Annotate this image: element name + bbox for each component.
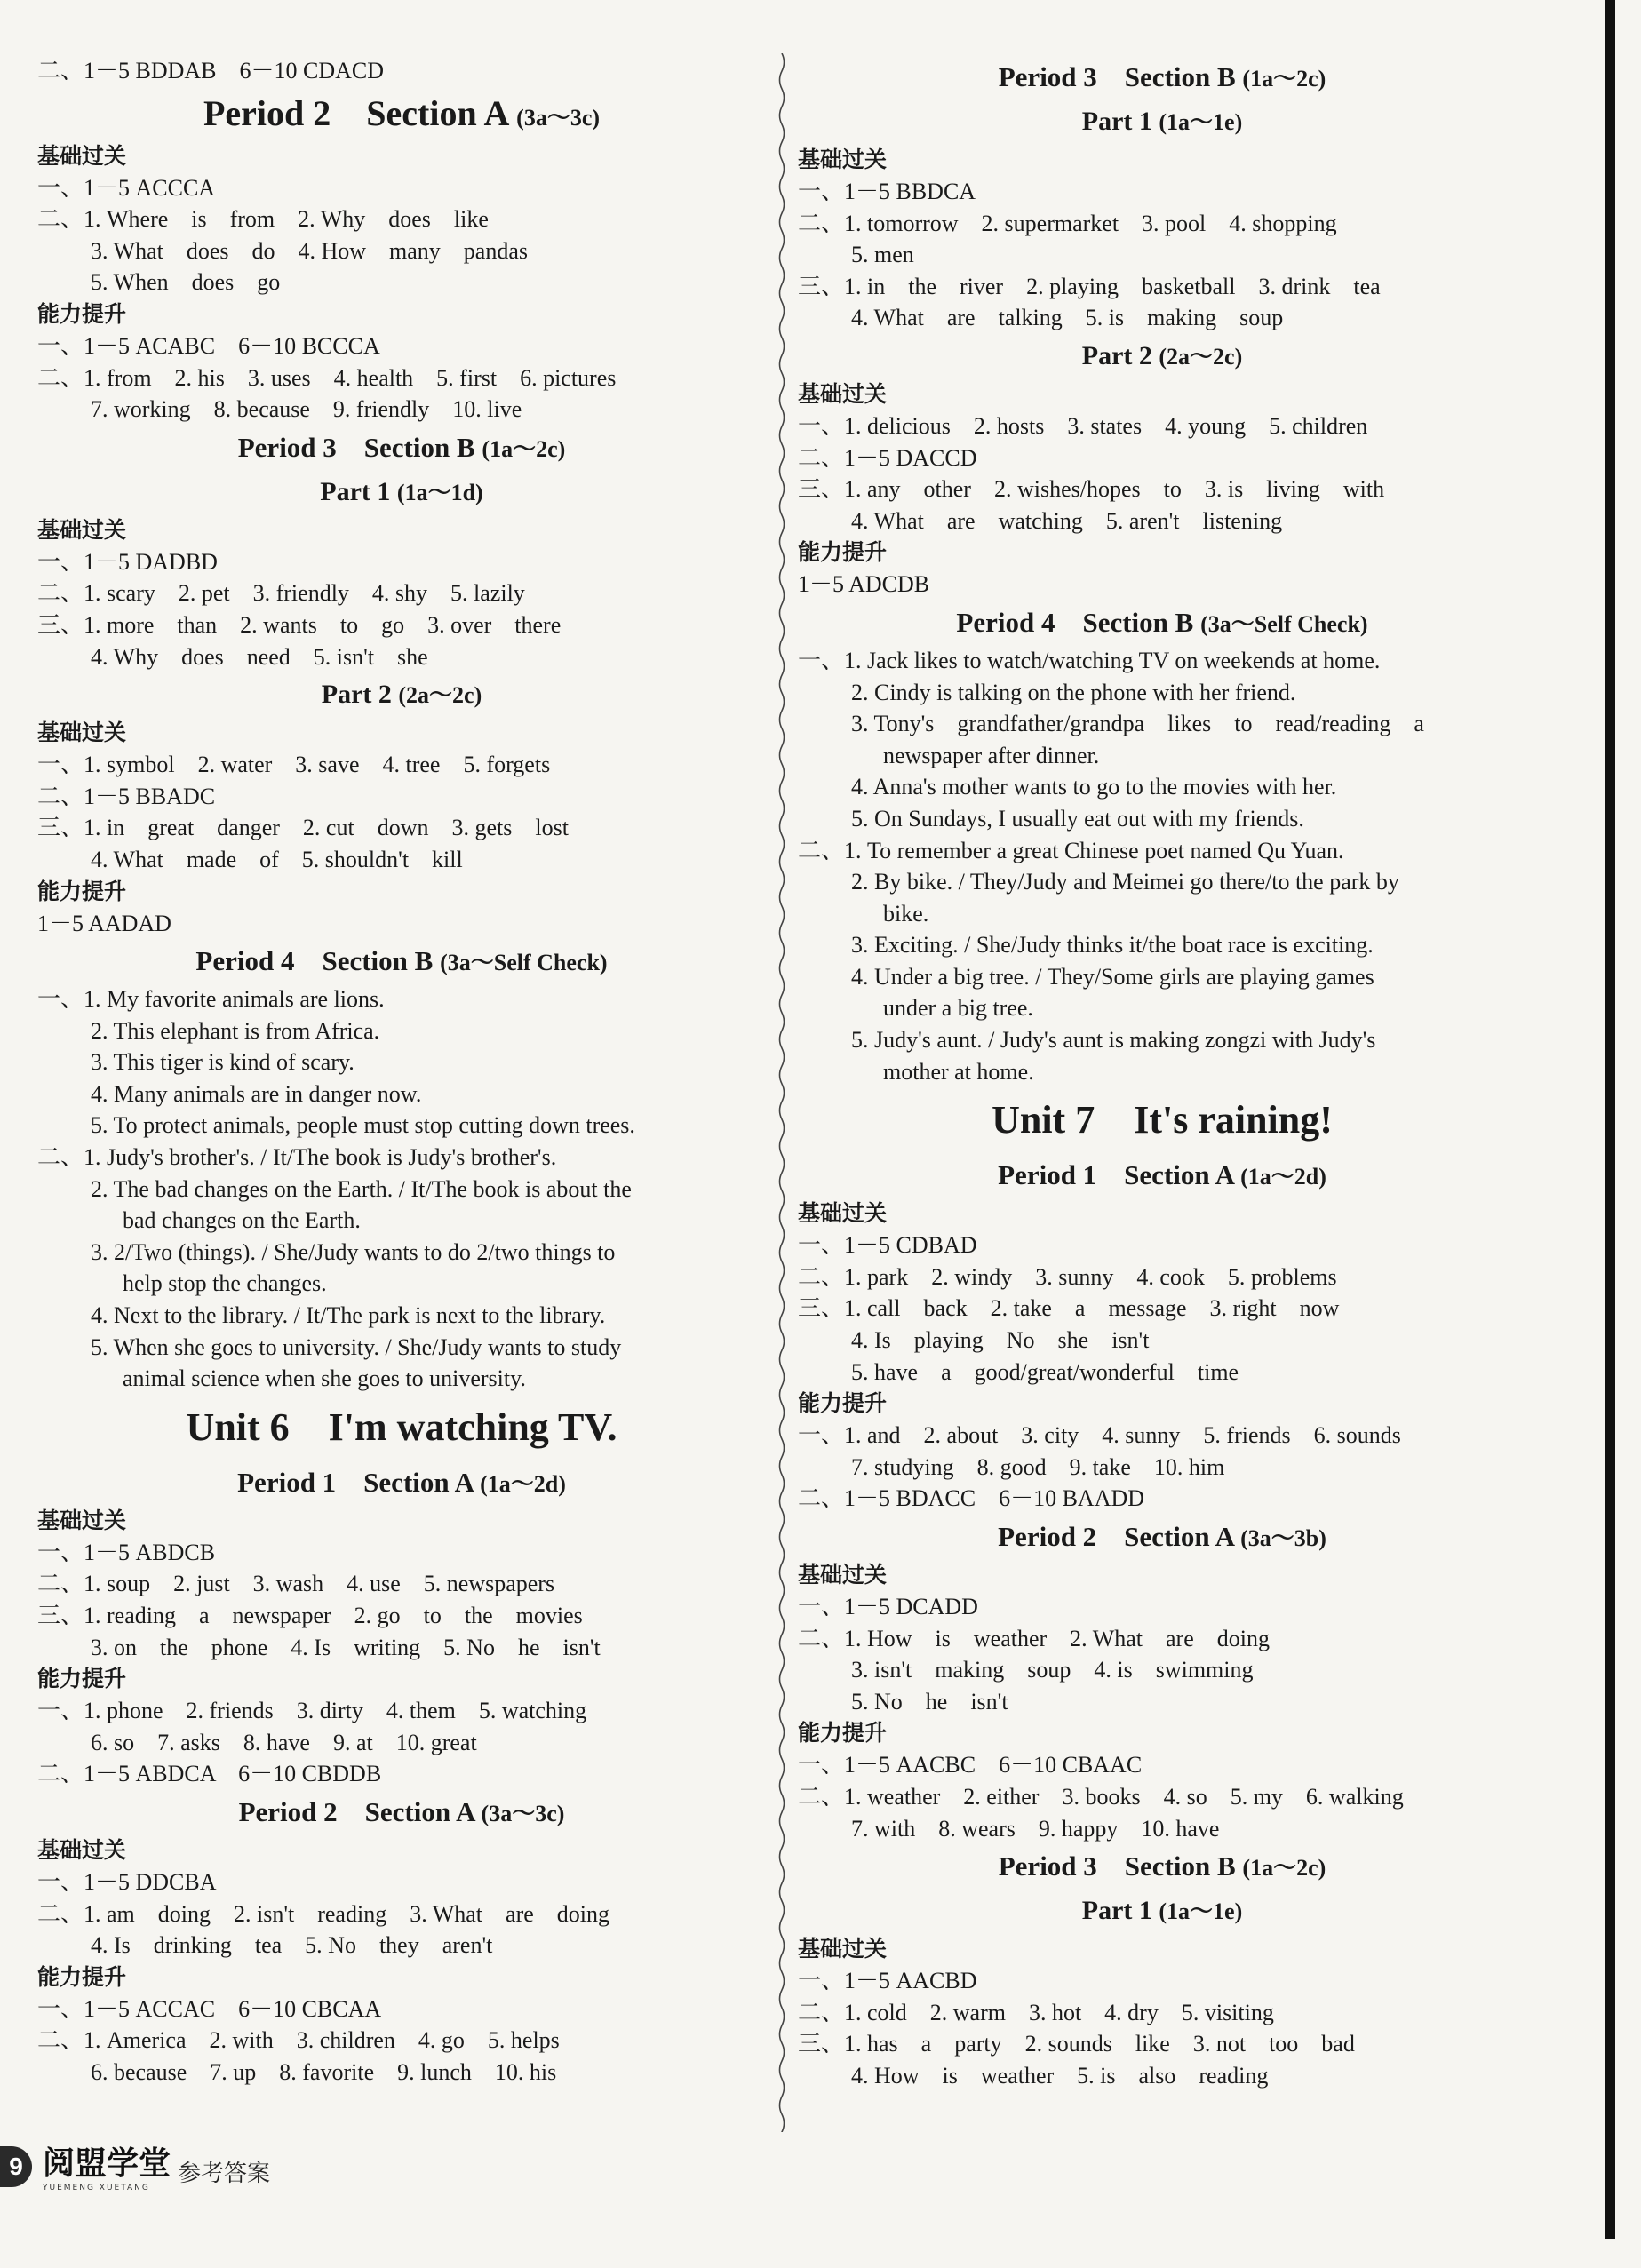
- section-label: 基础过关: [798, 380, 888, 407]
- answer-line: 二、1. soup 2. just 3. wash 4. use 5. newspapers: [37, 1571, 555, 1597]
- answer-line: 三、1. reading a newspaper 2. go to the movies: [37, 1603, 583, 1628]
- heading-range: (3a～3b): [1240, 1525, 1326, 1551]
- page-footer: [0, 2141, 302, 2194]
- heading-range: (1a～2c): [482, 435, 566, 462]
- answer-line: 4. Is drinking tea 5. No they aren't: [91, 1932, 493, 1959]
- answer-line: 3. 2/Two (things). / She/Judy wants to do 2/two things to: [91, 1238, 616, 1265]
- heading-range: (1a～1e): [1159, 1898, 1243, 1925]
- heading-title: Part 1: [1081, 1896, 1152, 1926]
- heading-title: Period 2 Section A: [238, 1795, 474, 1827]
- answer-line: 5. No he isn't: [851, 1688, 1008, 1715]
- answer-line: 二、1. America 2. with 3. children 4. go 5. helps: [37, 2027, 560, 2054]
- answer-line: 一、1. Jack likes to watch/watching TV on weekends at home.: [798, 647, 1381, 673]
- answer-line: 二、1－5 BDDAB 6－10 CDACD: [37, 58, 385, 84]
- answer-line: 4. What are watching 5. aren't listening: [851, 507, 1283, 534]
- answer-line: 4. Is playing No she isn't: [851, 1327, 1150, 1354]
- answer-line: 三、1. more than 2. wants to go 3. over there: [37, 611, 562, 638]
- answer-line: 2. The bad changes on the Earth. / It/The book is about the: [91, 1175, 632, 1202]
- answer-line: 三、1. has a party 2. sounds like 3. not too bad: [798, 2031, 1355, 2057]
- answer-line: 二、1－5 BBADC: [37, 783, 216, 809]
- heading-range: (3a～Self Check): [1200, 610, 1368, 637]
- answer-line: 4. Why does need 5. isn't she: [91, 643, 428, 670]
- answer-line: 一、1－5 DCADD: [798, 1594, 978, 1619]
- answer-line: 二、1. from 2. his 3. uses 4. health 5. first 6. pictures: [37, 364, 617, 391]
- period-heading: [37, 939, 766, 983]
- heading-range: (3a～Self Check): [440, 950, 608, 976]
- answer-line: 一、1. My favorite animals are lions.: [37, 986, 385, 1013]
- heading-title: Period 2 Section A: [998, 1521, 1234, 1552]
- answer-line: 4. Next to the library. / It/The park is next to the library.: [91, 1302, 606, 1329]
- answer-line: 5. When she goes to university. / She/Judy wants to study: [91, 1333, 622, 1360]
- heading-range: (3a～3c): [516, 104, 601, 131]
- heading-title: Period 3 Section B: [998, 1850, 1236, 1882]
- answer-line: bike.: [883, 900, 929, 927]
- answer-line: 6. because 7. up 8. favorite 9. lunch 10. his: [91, 2058, 557, 2085]
- period-heading: [798, 1153, 1526, 1198]
- heading-range: (2a～2c): [398, 682, 482, 709]
- answer-line: 3. Exciting. / She/Judy thinks it/the boat race is exciting.: [851, 932, 1374, 959]
- answer-line: 3. Tony's grandfather/grandpa likes to read/reading a: [851, 711, 1424, 737]
- section-label: 基础过关: [37, 720, 127, 746]
- part-heading: [37, 672, 766, 717]
- answer-line: 一、1. and 2. about 3. city 4. sunny 5. friends 6. sounds: [798, 1422, 1401, 1449]
- answer-line: 5. To protect animals, people must stop cutting down trees.: [91, 1112, 635, 1139]
- section-label: 能力提升: [37, 1963, 127, 1990]
- heading-range: (3a～3c): [481, 1800, 565, 1826]
- answer-line: 一、1. symbol 2. water 3. save 4. tree 5. forgets: [37, 752, 551, 778]
- section-label: 能力提升: [798, 1720, 888, 1747]
- answer-line: 二、1. cold 2. warm 3. hot 4. dry 5. visiting: [798, 1999, 1274, 2025]
- section-label: 能力提升: [798, 539, 888, 566]
- answer-line: 一、1－5 CDBAD: [798, 1232, 977, 1259]
- answer-line: 5. have a good/great/wonderful time: [851, 1358, 1239, 1385]
- unit-title: Unit 6 I'm watching TV.: [186, 1405, 617, 1449]
- answer-line: 3. What does do 4. How many pandas: [91, 237, 529, 264]
- answer-line: 2. By bike. / They/Judy and Meimei go there/to the park by: [851, 869, 1399, 895]
- answer-line: 5. When does go: [91, 269, 281, 296]
- answer-line: 二、1. tomorrow 2. supermarket 3. pool 4. shopping: [798, 210, 1337, 236]
- heading-title: Period 4 Section B: [956, 606, 1194, 638]
- unit-title: Unit 7 It's raining!: [992, 1098, 1333, 1142]
- answer-line: bad changes on the Earth.: [123, 1207, 361, 1234]
- answer-line: 一、1－5 AACBD: [798, 1968, 977, 1994]
- brand-logo: 阅盟学堂: [43, 2145, 171, 2182]
- section-label: 基础过关: [798, 1936, 888, 1962]
- answer-line: 4. What are talking 5. is making soup: [851, 305, 1284, 331]
- answer-line: 一、1－5 ACCCA: [37, 174, 216, 201]
- answer-line: 3. This tiger is kind of scary.: [91, 1049, 354, 1076]
- heading-title: Period 3 Section B: [237, 431, 475, 463]
- right-column: [798, 55, 1526, 2092]
- heading-title: Period 3 Section B: [998, 61, 1236, 92]
- answer-line: 三、1. any other 2. wishes/hopes to 3. is living with: [798, 476, 1385, 503]
- answer-key-tag: 参考答案: [178, 2161, 271, 2187]
- answer-line: 二、1－5 ABDCA 6－10 CBDDB: [37, 1761, 382, 1787]
- section-label: 能力提升: [37, 300, 127, 327]
- section-label: 能力提升: [798, 1390, 888, 1417]
- left-column: [37, 55, 766, 2089]
- part-heading: [798, 1889, 1526, 1933]
- heading-title: Part 2: [1081, 340, 1152, 370]
- answer-line: 二、1. To remember a great Chinese poet named Qu Yuan.: [798, 837, 1344, 863]
- brand-pinyin: YUEMENG XUETANG: [43, 2184, 150, 2192]
- answer-line: 二、1. How is weather 2. What are doing: [798, 1625, 1270, 1651]
- period-heading: [798, 601, 1526, 645]
- period-heading: [37, 1790, 766, 1834]
- section-label: 基础过关: [798, 147, 888, 172]
- heading-title: Part 2: [321, 680, 392, 710]
- answer-line: 二、1. Where is from 2. Why does like: [37, 206, 489, 233]
- heading-range: (1a～2d): [1240, 1164, 1326, 1190]
- answer-line: 一、1－5 ACCAC 6－10 CBCAA: [37, 1995, 382, 2022]
- section-label: 能力提升: [37, 878, 127, 904]
- answer-line: 4. Anna's mother wants to go to the movies with her.: [851, 774, 1337, 800]
- answer-line: 二、1－5 BDACC 6－10 BAADD: [798, 1485, 1145, 1512]
- answer-line: 一、1－5 ABDCB: [37, 1539, 216, 1565]
- page-number: 9: [0, 2146, 32, 2187]
- heading-range: (1a～2c): [1242, 66, 1326, 92]
- answer-line: 一、1. phone 2. friends 3. dirty 4. them 5. watching: [37, 1698, 587, 1724]
- answer-line: 二、1. Judy's brother's. / It/The book is Judy's brother's.: [37, 1144, 557, 1171]
- answer-line: 一、1. delicious 2. hosts 3. states 4. young 5. children: [798, 412, 1368, 439]
- answer-line: 7. with 8. wears 9. happy 10. have: [851, 1815, 1220, 1842]
- answer-line: animal science when she goes to university.: [123, 1365, 526, 1392]
- section-label: 基础过关: [37, 1836, 127, 1863]
- answer-line: 二、1－5 DACCD: [798, 444, 977, 471]
- answer-line: 7. studying 8. good 9. take 10. him: [851, 1453, 1225, 1480]
- answer-line: 4. What made of 5. shouldn't kill: [91, 846, 463, 872]
- heading-range: (2a～2c): [1159, 343, 1243, 370]
- answer-line: 一、1－5 DADBD: [37, 548, 218, 575]
- heading-range: (1a～2c): [1242, 1855, 1326, 1882]
- answer-line: 6. so 7. asks 8. have 9. at 10. great: [91, 1729, 477, 1755]
- heading-title: Period 4 Section B: [195, 945, 434, 977]
- answer-line: 3. on the phone 4. Is writing 5. No he isn't: [91, 1634, 601, 1660]
- answer-line: 5. Judy's aunt. / Judy's aunt is making zongzi with Judy's: [851, 1027, 1376, 1054]
- answer-line: 一、1－5 DDCBA: [37, 1868, 217, 1895]
- section-label: 基础过关: [798, 1200, 888, 1227]
- answer-line: mother at home.: [883, 1058, 1034, 1085]
- answer-line: 二、1. weather 2. either 3. books 4. so 5. my 6. walking: [798, 1783, 1404, 1810]
- answer-line: 一、1－5 BBDCA: [798, 179, 976, 204]
- answer-line: 2. This elephant is from Africa.: [91, 1017, 380, 1044]
- answer-line: 一、1－5 ACABC 6－10 BCCCA: [37, 332, 380, 359]
- heading-title: Part 1: [320, 476, 391, 506]
- section-label: 基础过关: [798, 1562, 888, 1588]
- answer-line: 一、1－5 AACBC 6－10 CBAAC: [798, 1752, 1143, 1779]
- part-heading: [798, 334, 1526, 378]
- answer-line: help stop the changes.: [123, 1270, 327, 1297]
- answer-line: under a big tree.: [883, 995, 1033, 1022]
- heading-range: (1a～1e): [1159, 109, 1243, 135]
- section-label: 能力提升: [37, 1666, 127, 1692]
- answer-line: 二、1. scary 2. pet 3. friendly 4. shy 5. lazily: [37, 580, 525, 607]
- period-heading: [798, 55, 1526, 99]
- answer-line: 5. men: [851, 242, 914, 268]
- heading-range: (1a～2d): [480, 1470, 566, 1497]
- period-heading: [798, 1515, 1526, 1559]
- answer-line: 4. Many animals are in danger now.: [91, 1080, 422, 1107]
- period-heading: [37, 426, 766, 470]
- part-heading: [37, 470, 766, 514]
- heading-title: Part 1: [1081, 107, 1152, 136]
- answer-line: 三、1. in the river 2. playing basketball 3. drink tea: [798, 273, 1381, 299]
- heading-title: Period 1 Section A: [237, 1466, 474, 1498]
- period-heading: [37, 87, 766, 140]
- page-edge-bar: [1605, 0, 1615, 2239]
- answer-line: 7. working 8. because 9. friendly 10. live: [91, 396, 522, 423]
- period-heading: [798, 1844, 1526, 1889]
- section-label: 基础过关: [37, 142, 127, 169]
- answer-line: 2. Cindy is talking on the phone with her friend.: [851, 679, 1296, 705]
- heading-title: Period 1 Section A: [998, 1159, 1234, 1191]
- answer-line: 二、1. park 2. windy 3. sunny 4. cook 5. problems: [798, 1263, 1337, 1290]
- column-divider: [777, 53, 787, 2132]
- answer-line: 1－5 AADAD: [37, 910, 171, 936]
- answer-line: 3. isn't making soup 4. is swimming: [851, 1657, 1254, 1683]
- answer-line: 三、1. in great danger 2. cut down 3. gets lost: [37, 815, 569, 841]
- heading-range: (1a～1d): [396, 479, 483, 505]
- answer-line: 5. On Sundays, I usually eat out with my friends.: [851, 805, 1304, 832]
- answer-line: 三、1. call back 2. take a message 3. right now: [798, 1295, 1340, 1322]
- answer-line: 4. Under a big tree. / They/Some girls are playing games: [851, 963, 1374, 990]
- section-label: 基础过关: [37, 516, 127, 543]
- answer-line: 1－5 ADCDB: [798, 571, 930, 598]
- answer-line: 二、1. am doing 2. isn't reading 3. What are doing: [37, 1900, 609, 1927]
- period-heading: [37, 1460, 766, 1505]
- answer-line: 4. How is weather 5. is also reading: [851, 2062, 1269, 2089]
- heading-title: Period 2 Section A: [203, 92, 508, 133]
- answer-line: newspaper after dinner.: [883, 742, 1100, 768]
- part-heading: [798, 99, 1526, 144]
- section-label: 基础过关: [37, 1507, 127, 1533]
